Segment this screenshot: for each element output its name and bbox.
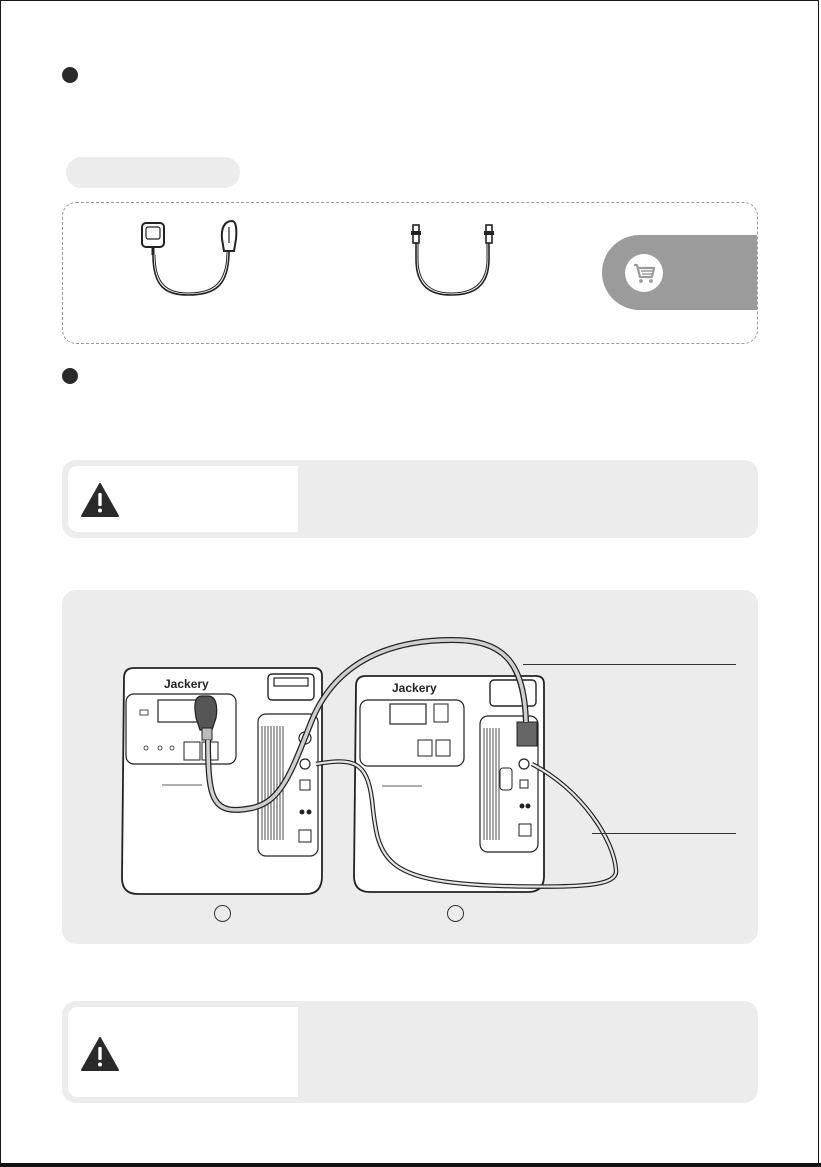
ground-cable-icon bbox=[401, 217, 501, 317]
warning-box-2 bbox=[62, 1001, 758, 1103]
shopping-cart-icon bbox=[625, 254, 663, 292]
page-bottom-edge bbox=[0, 1163, 821, 1167]
device-number-marker-1 bbox=[214, 905, 231, 922]
diagram-illustration bbox=[62, 590, 758, 944]
section-bullet-1 bbox=[62, 67, 78, 83]
accessory-label-pill bbox=[66, 157, 240, 188]
parallel-cable-icon bbox=[128, 217, 268, 317]
connection-diagram bbox=[62, 590, 758, 944]
right-device-brand: Jackery bbox=[392, 681, 437, 695]
cart-badge bbox=[625, 254, 663, 292]
warning-triangle-icon bbox=[80, 482, 120, 518]
power-station-left bbox=[122, 668, 322, 894]
warning-triangle-icon bbox=[80, 1036, 120, 1072]
power-station-right bbox=[354, 676, 544, 892]
leader-line-ground-cable bbox=[592, 833, 736, 834]
shop-link[interactable] bbox=[602, 235, 757, 310]
left-device-brand: Jackery bbox=[164, 677, 209, 691]
warning-icon-cell bbox=[68, 466, 298, 532]
warning-box-1 bbox=[62, 460, 758, 538]
leader-line-parallel-cable bbox=[523, 664, 736, 665]
device-number-marker-2 bbox=[447, 905, 464, 922]
warning-icon-cell-2 bbox=[68, 1007, 298, 1097]
section-bullet-2 bbox=[62, 368, 78, 384]
